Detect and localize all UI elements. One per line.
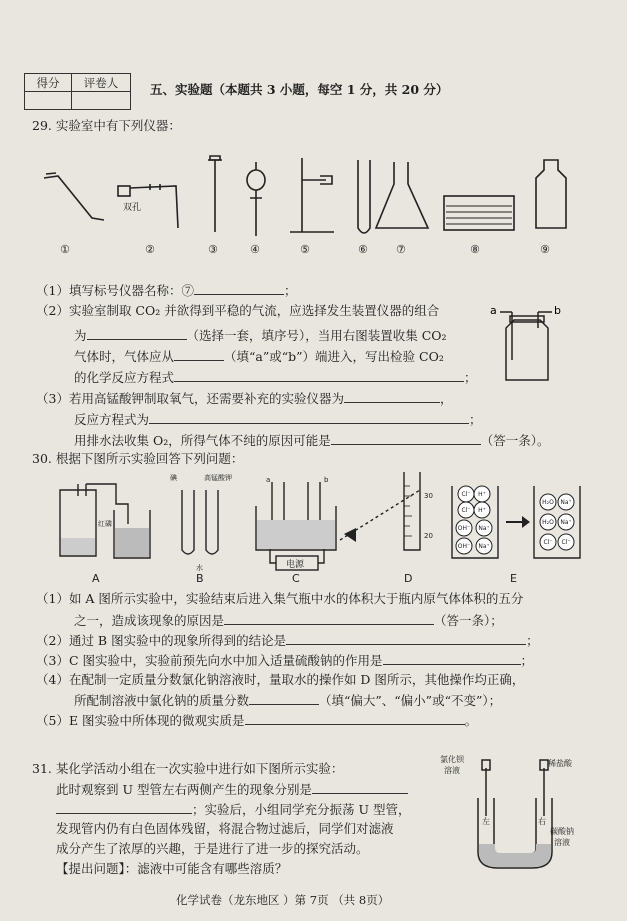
- bottle-b-label: b: [554, 304, 561, 317]
- apparatus-label-9: ⑨: [540, 243, 550, 256]
- q31-l4: 发现管内仍有白色固体残留，将混合物过滤后，同学们对滤液: [56, 821, 394, 836]
- apparatus-label-3: ③: [208, 243, 218, 256]
- score-table: [24, 73, 131, 110]
- apparatus-label-7: ⑦: [396, 243, 406, 256]
- q30-p3: （3）C 图实验中，实验前预先向水中加入适量硫酸钠的作用是 ；: [36, 653, 534, 668]
- fig-label-A: A: [92, 572, 100, 585]
- ion-left-4: H⁺: [478, 507, 486, 514]
- q31-l3: ；实验后，小组同学充分振荡 U 型管，: [56, 801, 410, 818]
- q30-p5: （5）E 图实验中所体现的微观实质是 。: [36, 713, 478, 728]
- na2co3-label-2: 溶液: [554, 838, 570, 847]
- c-b-label: b: [324, 476, 329, 484]
- apparatus-label-4: ④: [250, 243, 260, 256]
- apparatus-label-5: ⑤: [300, 243, 310, 256]
- score-label: 得分: [25, 74, 72, 92]
- q30-p1-l1: （1）如 A 图所示实验中，实验结束后进入集气瓶中水的体积大于瓶内原气体体积的五分: [36, 591, 524, 606]
- q29-blank-5[interactable]: [344, 390, 440, 403]
- apparatus-label-6: ⑥: [358, 243, 368, 256]
- na2co3-label: 碳酸钠: [550, 827, 574, 836]
- q31-l1: 31. 某化学活动小组在一次实验中进行如下图所示实验：: [32, 761, 344, 776]
- q29-p2-l1: （2）实验室制取 CO₂ 并欲得到平稳的气流，应选择发生装置仪器的组合: [36, 303, 440, 318]
- q31-blank-1[interactable]: [312, 781, 408, 794]
- left-label: 左: [482, 817, 490, 826]
- q30-p4-l2: 所配制溶液中氯化钠的质量分数 （填“偏大”、“偏小”或“不变”）；: [74, 693, 502, 708]
- q31-l2: 此时观察到 U 型管左右两侧产生的现象分别是: [56, 781, 408, 798]
- q31-l6: 【提出问题】：滤液中可能含有哪些溶质？: [56, 861, 288, 876]
- bottle-a-label: a: [490, 304, 497, 317]
- q30-stem: 30. 根据下图所示实验回答下列问题：: [32, 451, 244, 466]
- q29-p2-l3: 气体时，气体应从 （填“a”或“b”）端进入，写出检验 CO₂: [74, 349, 444, 364]
- kmno4-label: 高锰酸钾: [204, 474, 232, 482]
- ion-left-2: H⁺: [478, 491, 486, 498]
- q30-blank-2[interactable]: [286, 632, 526, 645]
- u-tube-figure: [438, 752, 588, 872]
- ruler-30: 30: [424, 492, 433, 500]
- ion-right-5: Cl⁻: [543, 539, 553, 546]
- q30-p2: （2）通过 B 图实验中的现象所得到的结论是 ；: [36, 633, 539, 648]
- ion-right-2: Na⁺: [560, 499, 572, 506]
- q29-p2-l4: 的化学反应方程式 ；: [74, 370, 477, 385]
- bacl2-label-2: 溶液: [444, 766, 460, 775]
- bacl2-label: 氯化钡: [440, 755, 464, 764]
- ion-left-6: Na⁺: [478, 525, 490, 532]
- ion-left-7: OH⁻: [457, 543, 471, 550]
- power-label: 电源: [286, 560, 305, 570]
- ion-right-1: H₂O: [542, 499, 554, 506]
- grader-label: 评卷人: [72, 74, 131, 92]
- red-p-label: 红磷: [98, 520, 112, 528]
- section-title: 五、实验题（本题共 3 小题，每空 1 分，共 20 分）: [150, 82, 449, 97]
- fig-label-D: D: [404, 572, 413, 585]
- right-label: 右: [538, 817, 546, 826]
- q31-l5: 成分产生了浓厚的兴趣，于是进行了进一步的探究活动。: [56, 841, 369, 856]
- q29-blank-4[interactable]: [174, 369, 464, 382]
- q30-p4-l1: （4）在配制一定质量分数氯化钠溶液时，量取水的操作如 D 图所示，其他操作均正确，: [36, 672, 525, 687]
- q29-stem: 29. 实验室中有下列仪器：: [32, 118, 181, 133]
- q30-figures: [0, 466, 627, 588]
- fig-label-E: E: [510, 572, 517, 585]
- q29-blank-3[interactable]: [174, 348, 224, 361]
- q30-blank-1[interactable]: [224, 612, 434, 625]
- q29-blank-1[interactable]: [194, 282, 284, 295]
- ion-right-6: Cl⁻: [561, 539, 571, 546]
- grader-cell[interactable]: [72, 92, 131, 110]
- q30-blank-3[interactable]: [383, 652, 521, 665]
- iodine-label: 碘: [170, 474, 177, 482]
- q29-blank-2[interactable]: [87, 327, 187, 340]
- score-cell[interactable]: [25, 92, 72, 110]
- q30-p1-l2: 之一，造成该现象的原因是 （答一条）；: [74, 613, 503, 628]
- c-a-label: a: [266, 476, 271, 484]
- q31-blank-2[interactable]: [56, 801, 192, 814]
- q29-p2-l2: 为 （选择一套，填序号），当用右图装置收集 CO₂: [74, 328, 447, 343]
- apparatus-label-8: ⑧: [470, 243, 480, 256]
- q29-p1: （1）填写标号仪器名称：⑦ ；: [36, 283, 297, 298]
- q29-p3-l1: （3）若用高锰酸钾制取氧气，还需要补充的实验仪器为 ，: [36, 391, 453, 406]
- q29-p3-l3: 用排水法收集 O₂，所得气体不纯的原因可能是 （答一条）。: [74, 433, 550, 448]
- ion-left-1: Cl⁻: [461, 491, 471, 498]
- hcl-label: 稀盐酸: [548, 759, 572, 768]
- fig-label-B: B: [196, 572, 204, 585]
- apparatus-label-2: ②: [145, 243, 155, 256]
- q29-p3-l2: 反应方程式为 ；: [74, 412, 482, 427]
- ruler-20: 20: [424, 532, 433, 540]
- water-label: 水: [196, 564, 203, 572]
- q29-blank-6[interactable]: [149, 411, 469, 424]
- apparatus-figure: [0, 140, 627, 260]
- q30-blank-4[interactable]: [249, 692, 319, 705]
- fig-label-C: C: [292, 572, 300, 585]
- ion-left-5: OH⁻: [457, 525, 471, 532]
- apparatus-label-1: ①: [60, 243, 70, 256]
- q30-blank-5[interactable]: [245, 712, 465, 725]
- page-footer: 化学试卷（龙东地区 ）第 7页 （共 8页）: [176, 893, 390, 907]
- gas-bottle-figure: [486, 298, 566, 388]
- ion-left-3: Cl⁻: [461, 507, 471, 514]
- q29-blank-7[interactable]: [331, 432, 481, 445]
- hole-label: 双孔: [123, 203, 142, 213]
- ion-right-4: Na⁺: [560, 519, 572, 526]
- ion-left-8: Na⁺: [478, 543, 490, 550]
- ion-right-3: H₂O: [542, 519, 554, 526]
